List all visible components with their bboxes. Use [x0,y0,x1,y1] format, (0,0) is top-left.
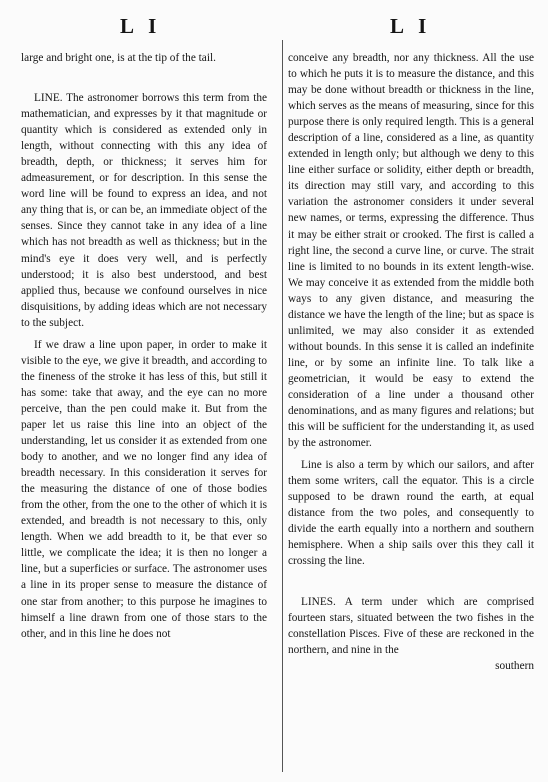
catchword: southern [495,659,534,672]
header-right: L I [390,14,432,38]
column-divider [282,40,283,772]
paragraph: Line is also a term by which our sailors, and after them some writers, call the equator. This is a circle supposed to be drawn round the earth, at equal distance from the two poles, and consequently to divide the earth equally into a northern and southern hemisphere. When a ship sails over this they call it crossing the line. [288,459,534,568]
entry-lines: LINES. A term under which are comprised fourteen stars, situated between the two fishes in the constellation Pisces. Five of these are reckoned in the northern, and nine in the [288,595,534,656]
right-column [288,50,534,674]
paragraph: If we draw a line upon paper, in order to make it visible to the eye, we give it breadth, and according to the fineness of the stroke it has less of this, but still it has some: take that away, and the eye can no more perceive, than the pen could make it. But from the paper let us raise this line into an object of the understanding, let us consider it as extended from one body to another, and we no longer find any idea of breadth necessary. In this consideration it serves for the measuring the distance of one of those bodies from the other, from the one to the other of which it is extended, and breadth is not necessary to this, only length. When we add breadth to it, be that ever so little, we complicate the idea; it is then no longer a line, but a superficies or surface. The astronomer uses a line in its proper sense to measure the distance of one star from another; to this purpose he imagines to himself a line drawn from one of those stars to the other, and in this line he does not [21,338,267,640]
header-left: L I [120,14,162,38]
left-column [21,50,267,642]
entry-line: LINE. The astronomer borrows this term from the mathematician, and expresses by it that magnitude or quantity which is considered as extended only in length, without connecting with this any idea of breadth, depth, or thickness; it serves him for admeasurement, or for description. In this sense the word line will be found to express an idea, and not any thing that is, or can be, an immediate object of the senses. Since they cannot take in any idea of a line which has not breadth as well as thickness; but in the mind's eye it does very well, and is perfectly understood; it is also best understood, and best applied thus, because we confound ourselves in nice disquisitions, by adding ideas which are not necessary to the subject. [21,92,267,329]
paragraph-continuation: conceive any breadth, nor any thickness. All the use to which he puts it is to measure the distance, and this may be done without breadth or thickness in the line, which serves as the means of measuring, since for this purpose there is only required length. This is a general description of a line, considered as a line, as quantity extended in length only; but although we deny to this line either surface or solidity, either depth or breadth, its direction may still vary, and according to this variation the astronomer considers it under several new names, or terms, expressing the difference. Thus it may be either strait or crooked. The first is called a right line, the second a curve line, or curve. The strait line is limited to no bounds in its extent length-wise. We may conceive it as extended from the middle both ways to any given distance, and measuring the distance we have the length of the line; but as space is unlimited, we may also consider it as extended without bounds. In this sense it is called an indefinite line, or by some an infinite line. To talk like a geometrician, it would be easy to extend the consideration of a line under a thousand other denominations, and as many figures and relations; but this will be sufficient for the understanding it, as used by the astronomer. [288,52,534,450]
paragraph-continuation: large and bright one, is at the tip of the tail. [21,52,216,64]
running-header [0,14,548,44]
